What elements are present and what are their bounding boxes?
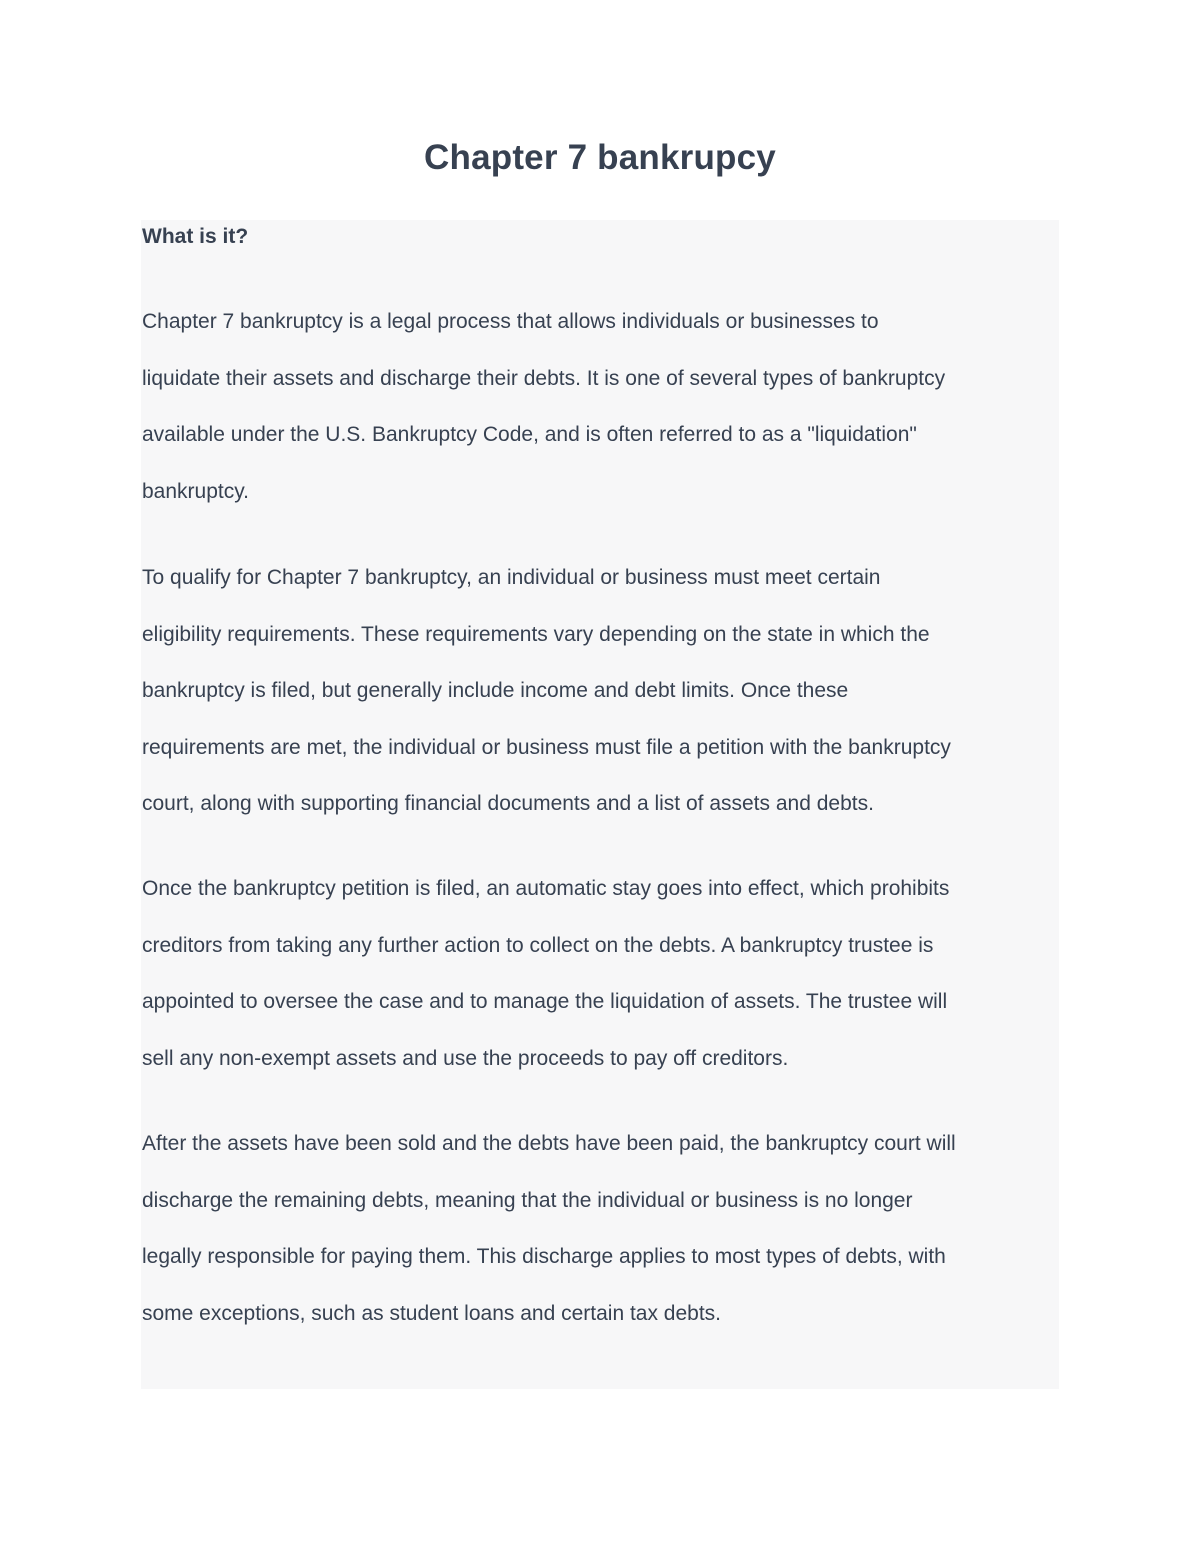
text-line: creditors from taking any further action to collect on the debts. A bankruptcy trustee is — [142, 933, 934, 957]
section-heading: What is it? — [142, 225, 249, 248]
text-line: Once the bankruptcy petition is filed, an automatic stay goes into effect, which prohibits — [142, 877, 950, 900]
text-line: After the assets have been sold and the debts have been paid, the bankruptcy court will — [142, 1132, 956, 1155]
text-line: bankruptcy. — [142, 479, 249, 503]
text-line: legally responsible for paying them. This discharge applies to most types of debts, with — [142, 1245, 946, 1268]
text-line: requirements are met, the individual or business must file a petition with the bankruptcy — [142, 735, 951, 759]
paragraph-automatic-stay — [142, 861, 949, 1087]
paragraph-discharge — [142, 1116, 956, 1342]
text-line: bankruptcy is filed, but generally include income and debt limits. Once these — [142, 679, 849, 702]
text-line: some exceptions, such as student loans and certain tax debts. — [142, 1301, 722, 1325]
text-line: court, along with supporting financial documents and a list of assets and debts. — [142, 792, 874, 815]
page-title: Chapter 7 bankrupcy — [424, 138, 776, 177]
text-line: discharge the remaining debts, meaning that the individual or business is no longer — [142, 1188, 913, 1212]
paragraph-eligibility — [142, 550, 951, 833]
content-panel — [141, 220, 1059, 1389]
text-line: available under the U.S. Bankruptcy Code, and is often referred to as a "liquidation" — [142, 423, 917, 446]
text-line: appointed to oversee the case and to manage the liquidation of assets. The trustee will — [142, 990, 948, 1013]
text-line: sell any non-exempt assets and use the proceeds to pay off creditors. — [142, 1046, 789, 1070]
text-line: eligibility requirements. These requirements vary depending on the state in which the — [142, 622, 930, 646]
text-line: To qualify for Chapter 7 bankruptcy, an individual or business must meet certain — [142, 566, 881, 589]
paragraph-definition — [142, 294, 945, 520]
text-line: Chapter 7 bankruptcy is a legal process that allows individuals or businesses to — [142, 310, 879, 333]
text-line: liquidate their assets and discharge their debts. It is one of several types of bankruptcy — [142, 366, 946, 390]
